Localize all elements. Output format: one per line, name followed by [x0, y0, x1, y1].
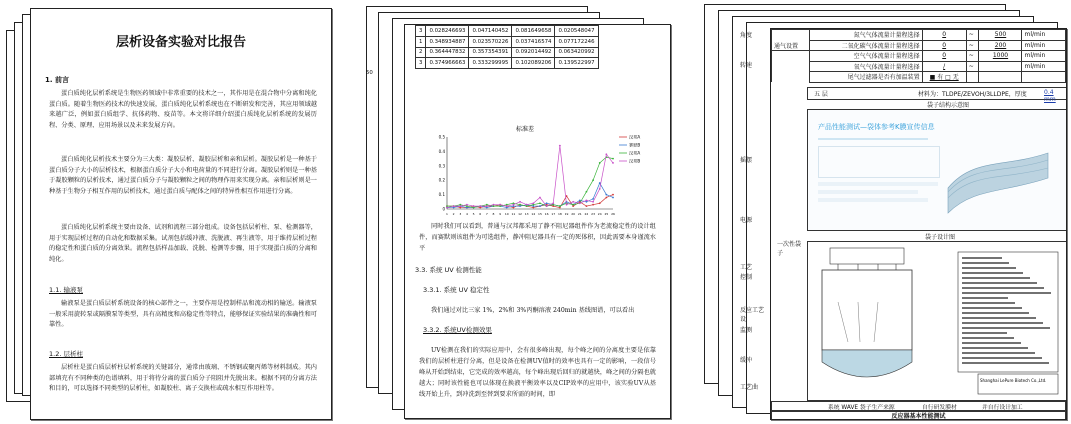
table-cell: 3	[416, 58, 426, 69]
form-cell-unit: ml/min	[1022, 30, 1066, 41]
x-tick-label: 8	[492, 212, 495, 216]
side-label: 转速	[740, 62, 753, 69]
data-point	[605, 153, 607, 155]
table-group-label: 50	[366, 70, 373, 76]
data-point	[493, 204, 495, 206]
form-cell-value: /	[922, 61, 966, 72]
gas-settings-table	[771, 29, 1066, 83]
data-point	[446, 207, 448, 209]
x-tick-label: 4	[465, 212, 468, 216]
table-cell: 0.077172246	[555, 36, 598, 47]
form-cell-sep: ~	[966, 51, 979, 62]
table-cell: 0.348934887	[426, 36, 469, 47]
data-point	[599, 162, 601, 164]
data-point	[486, 205, 488, 207]
data-point	[546, 202, 548, 204]
form-cell-sep: ~	[966, 40, 979, 51]
data-point	[586, 199, 588, 201]
std-line-chart	[425, 123, 653, 223]
form-cell-max	[979, 61, 1022, 72]
data-point	[586, 205, 588, 207]
table-cell: 3	[416, 26, 426, 37]
form-footer: 反应器基本性能测试	[771, 410, 1066, 420]
data-point	[552, 202, 554, 204]
company-name: Shanghai LePure Biotech Co.,Ltd.	[980, 378, 1047, 383]
x-tick-label: 14	[531, 212, 536, 216]
data-point	[499, 204, 501, 206]
promo-title: 产品性能测试—袋体参考K膜宣传信息	[818, 123, 935, 131]
x-tick-label: 1	[446, 212, 448, 216]
table-cell: 0.037416574	[512, 36, 555, 47]
chart-title: 标准差	[515, 126, 535, 133]
paragraph: 同时我们可以看到，普通与汉邦都采用了静不阻尼器组件作为老流稳定性的设计组件，而赛默则该组件为可选组件，静冲阻尼器具有一定的死体积，因此需要本身谨流水平	[419, 223, 656, 252]
data-point	[513, 204, 515, 206]
data-point	[612, 162, 614, 164]
y-tick-label: 0.3	[438, 163, 445, 169]
legend-label: 汉邦B	[629, 158, 641, 164]
data-point	[466, 204, 468, 206]
form-cell-left	[772, 51, 810, 62]
x-tick-label: 16	[544, 212, 549, 216]
data-point	[612, 197, 614, 199]
form-row	[772, 51, 1066, 62]
bag-sketch-frame	[807, 109, 1067, 231]
data-point	[559, 205, 561, 207]
table-cell: 0.020548047	[555, 26, 598, 37]
subsection-heading: 3.3.1. 系统 UV 稳定性	[423, 286, 490, 294]
side-label: 缓冲	[740, 357, 753, 364]
side-label: 摇摆	[740, 157, 753, 164]
form-cell-max: 200	[979, 40, 1022, 51]
data-point	[599, 188, 601, 190]
table-cell: 0.102089206	[512, 58, 555, 69]
subsection-heading: 3.3.2. 系统UV检测效果	[423, 326, 492, 334]
x-tick-label: 23	[591, 212, 595, 216]
promo-text-line	[818, 190, 918, 194]
x-tick-label: 22	[584, 212, 589, 216]
x-tick-label: 18	[557, 212, 562, 216]
data-point	[479, 205, 481, 207]
document-title: 层析设备实验对比报告	[115, 35, 246, 50]
data-point	[592, 201, 594, 203]
table-cell: 0.028246693	[426, 26, 469, 37]
data-point	[612, 158, 614, 160]
x-tick-label: 6	[479, 212, 482, 216]
data-point	[506, 205, 508, 207]
form-cell-unit: ml/min	[1022, 51, 1066, 62]
data-point	[453, 205, 455, 207]
form-cell-sep: ~	[966, 30, 979, 41]
promo-divider	[818, 138, 928, 140]
data-point	[599, 202, 601, 204]
film-material: 材料为：TLDPE/ZEVOH/3LLDPE，厚度	[918, 91, 1027, 98]
form-row	[772, 40, 1066, 51]
x-tick-label: 9	[499, 212, 502, 216]
film-layer-row	[807, 87, 1067, 103]
form-cell-value: ■ 有 □ 无	[922, 72, 966, 83]
paragraph: 输液泵是蛋白质层析系统设备的核心部件之一，主要作用是控制样品和流动相的输送。输液泵一般采用旋转泵或隔膜泵等类型，具有高精度和高稳定性等特点，能够保证实验结果的准确性和可靠性。	[49, 300, 317, 329]
side-label: 工艺曲	[740, 384, 759, 391]
data-point	[539, 205, 541, 207]
table-cell: 0.139522997	[555, 58, 598, 69]
bag-source-process: 并自行设计加工	[982, 405, 1023, 411]
x-tick-label: 15	[538, 212, 542, 216]
form-cell-value: 0	[922, 40, 966, 51]
table-cell: 0.047140452	[469, 26, 512, 37]
spec-form-page	[770, 28, 1067, 420]
y-tick-label: 0.2	[438, 177, 445, 183]
bag-technical-drawing	[808, 242, 1066, 400]
form-cell-unit	[1022, 72, 1066, 83]
table-cell: 0.023570226	[469, 36, 512, 47]
x-tick-label: 21	[577, 212, 582, 216]
data-point	[519, 204, 521, 206]
form-cell-unit: ml/min	[1022, 61, 1066, 72]
form-row	[772, 61, 1066, 72]
data-point	[605, 197, 607, 199]
x-tick-label: 7	[485, 212, 488, 216]
form-cell-value: 0	[922, 30, 966, 41]
report-page-1	[30, 8, 332, 420]
data-point	[579, 199, 581, 201]
x-tick-label: 10	[504, 212, 509, 216]
x-tick-label: 26	[611, 212, 615, 216]
data-point	[592, 179, 594, 181]
form-cell-left	[772, 30, 810, 41]
side-label: 监测	[740, 327, 753, 334]
y-tick-label: 0.5	[438, 134, 445, 140]
side-label: 电源	[740, 217, 753, 224]
form-cell-left	[772, 72, 810, 83]
x-tick-label: 13	[524, 212, 529, 216]
x-tick-label: 5	[472, 212, 475, 216]
form-cell-left: 通气设置	[772, 40, 810, 51]
form-cell-unit: ml/min	[1022, 40, 1066, 51]
series-line	[447, 157, 613, 207]
section-heading: 1. 前言	[45, 76, 69, 84]
chart-axis	[447, 137, 613, 209]
data-point	[559, 145, 561, 147]
series-line	[447, 146, 613, 208]
table-cell: 0.364447832	[426, 47, 469, 58]
data-point	[473, 205, 475, 207]
table-cell: 0.063420992	[555, 47, 598, 58]
film-thickness: 0.4 mm	[1044, 89, 1056, 103]
section-heading: 3.3. 系统 UV 检测性能	[415, 266, 482, 274]
data-point	[592, 204, 594, 206]
form-cell-max	[979, 72, 1022, 83]
data-point	[566, 204, 568, 206]
side-label: 角度	[740, 32, 753, 39]
form-cell-label: 尾气过滤器是否有加温装置	[810, 72, 922, 83]
table-cell: 2	[416, 47, 426, 58]
side-label: 反应工艺设	[740, 307, 765, 323]
film-layer-count: 五 层	[814, 91, 828, 98]
form-cell-left	[772, 61, 810, 72]
form-cell-label: 氮气气体流量计量程选择	[810, 30, 922, 41]
bag-design-label: 袋子设计图	[925, 234, 956, 241]
side-label: 控制	[740, 274, 753, 281]
promo-text-line	[818, 198, 928, 202]
bag-design-drawing	[807, 241, 1067, 401]
legend-label: 汉邦A	[629, 150, 641, 156]
x-tick-label: 11	[511, 212, 516, 216]
x-tick-label: 24	[597, 212, 602, 216]
data-point	[592, 198, 594, 200]
data-point	[605, 194, 607, 196]
table-row	[416, 26, 599, 37]
onetime-bag-label: 一次性袋子	[777, 241, 802, 257]
form-cell-label: 二氧化碳气体流量计量程选择	[810, 40, 922, 51]
side-label: 工艺	[740, 264, 753, 271]
bag-source-label: 系统 WAVE 袋子生产来源	[828, 405, 895, 411]
table-cell: 0.081649658	[512, 26, 555, 37]
paragraph: 蛋白质纯化层析系统是生物医药领域中非常重要的技术之一，其作用是在混合物中分离和纯化蛋白质。随着生物医药技术的快速发展，蛋白质纯化层析系统也在不断研发和完善，其应用领域越来越广泛，例如蛋白质组学、抗体药物、疫苗等。本文将详细介绍蛋白质纯化层析系统的发展历程、分类、原理、应用场景以及未来发展方向。	[49, 90, 317, 129]
legend-label: 赛默B	[629, 142, 641, 148]
x-tick-label: 20	[571, 212, 576, 216]
data-point	[459, 205, 461, 207]
std-data-table	[415, 25, 599, 69]
y-tick-label: 0	[442, 206, 445, 212]
data-point	[586, 191, 588, 193]
data-point	[579, 202, 581, 204]
x-tick-label: 19	[564, 212, 569, 216]
paragraph: UV检测在我们的实际应用中，会有很多峰出现，每个峰之间的分离度主要是依靠我们的层析柱进行分离，但是设备在检测UV值时的效率也具有一定的影响，一段信号峰从开始到结束，它完成的效率越高，每个峰出现后回归的就越快，峰之间的分隔也就越大；同时该性能也可以体现在换液平衡效率以及CIP效率的应用中，该实验UV从基线开始上升，到冲洗到至替到要求所需的时间，即	[419, 347, 656, 398]
form-cell-label: 氧气气体流量计量程选择	[810, 61, 922, 72]
form-cell-label: 空气气体流量计量程选择	[810, 51, 922, 62]
film-layer-illustration	[943, 148, 1053, 218]
promo-text-line	[818, 182, 938, 186]
y-tick-label: 0.1	[438, 192, 445, 198]
paragraph: 我们通过对比三家 1%，2%和 3%丙酮溶液 240min 基线图谱，可以看出	[431, 307, 635, 314]
form-cell-max: 1000	[979, 51, 1022, 62]
paragraph: 蛋白质纯化层析技术主要分为三大类：凝胶层析、凝胶层析和亲和层析。凝胶层析是一种基于蛋白质分子大小的层析技术，根据蛋白质分子大小和电荷量的不同进行分离。凝胶层析则是一种基于凝胶颗粒的层析技术，通过蛋白质分子与凝胶颗粒之间的物理作用来实现分离。亲和层析则是一种基于生物分子相互作用的层析技术，通过蛋白质与配体之间的特异性相互作用进行分离。	[49, 156, 317, 195]
data-point	[612, 194, 614, 196]
x-tick-label: 2	[452, 212, 455, 216]
subsection-heading: 1.2. 层析柱	[49, 350, 83, 358]
table-row	[416, 36, 599, 47]
x-tick-label: 25	[604, 212, 609, 216]
bag-sketch-label: 袋子结构示意图	[927, 102, 970, 109]
data-point	[539, 197, 541, 199]
data-point	[526, 204, 528, 206]
form-row	[772, 30, 1066, 41]
form-cell-sep	[966, 72, 979, 83]
x-tick-label: 12	[518, 212, 522, 216]
legend-label: 汉邦A	[629, 134, 641, 140]
form-row	[772, 72, 1066, 83]
table-cell: 1	[416, 36, 426, 47]
x-tick-label: 3	[459, 212, 462, 216]
table-row	[416, 47, 599, 58]
form-cell-max: 500	[979, 30, 1022, 41]
data-point	[519, 201, 521, 203]
data-point	[572, 201, 574, 203]
table-cell: 0.333299995	[469, 58, 512, 69]
paragraph: 层析柱是蛋白质层析柱层析系统的关键部分，通常由玻璃、不锈钢或聚丙烯等材料制成。其内部填充有不同种类的色谱填料，用于将待分离的蛋白质分子阻阻并先脱出来。根据不同的分离方法和目的，可以选择不同类型的层析柱，如凝胶柱、离子交换柱或疏水相互作用柱等。	[49, 364, 317, 393]
bag-source-material: 自行研发膜材	[922, 405, 957, 411]
table-row	[416, 58, 599, 69]
data-point	[532, 202, 534, 204]
table-cell: 0.092014492	[512, 47, 555, 58]
form-cell-sep: ~	[966, 61, 979, 72]
report-page-2	[404, 24, 671, 419]
data-point	[539, 202, 541, 204]
table-cell: 0.374966663	[426, 58, 469, 69]
data-point	[572, 204, 574, 206]
promo-spec-table	[818, 146, 940, 178]
subsection-heading: 1.1. 输液泵	[49, 286, 83, 294]
y-tick-label: 0.4	[438, 148, 445, 154]
data-point	[546, 205, 548, 207]
table-cell: 0.357354391	[469, 47, 512, 58]
x-tick-label: 17	[551, 212, 556, 216]
form-cell-value: 0	[922, 51, 966, 62]
paragraph: 蛋白质纯化层析系统主要由设备、试剂和流程三部分组成。设备包括层析柱、泵、检测器等，用于实现层析过程的自动化和数据采集。试剂包括缓冲液、洗脱液、再生液等，用于维持层析过程的稳定性和蛋白质的分离效果。流程包括样品加载、洗脱、检测等步骤，用于实现蛋白质的分离和纯化。	[49, 224, 317, 263]
